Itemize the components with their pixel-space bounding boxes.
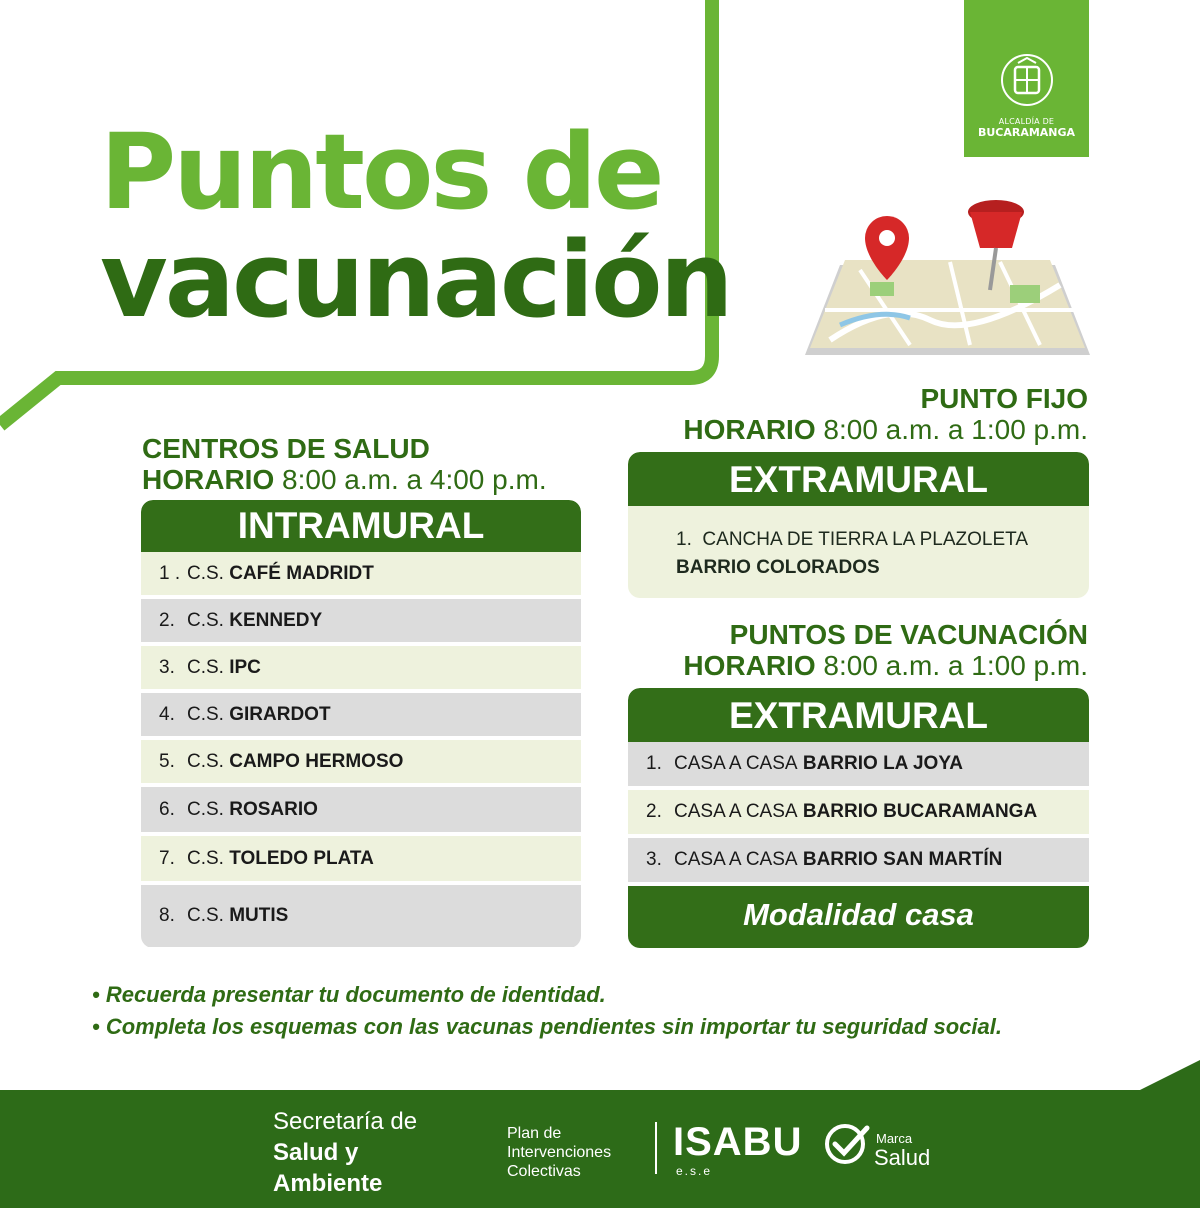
centros-header	[142, 433, 547, 495]
note-document: • Recuerda presentar tu documento de identidad.	[92, 982, 606, 1007]
horario-value: 8:00 a.m. a 1:00 p.m.	[823, 650, 1088, 681]
horario-value: 8:00 a.m. a 1:00 p.m.	[823, 414, 1088, 445]
casa-a-casa-title: EXTRAMURAL	[628, 688, 1089, 742]
centros-heading: CENTROS DE SALUD	[142, 433, 430, 464]
city-seal-icon	[1000, 53, 1054, 107]
list-item: 1. CASA A CASA BARRIO LA JOYA	[628, 742, 1089, 790]
plan-intervenciones-logo: Plan de Intervenciones Colectivas	[507, 1125, 612, 1180]
list-item: 5. C.S. CAMPO HERMOSO	[141, 740, 581, 787]
list-item: 3. C.S. IPC	[141, 646, 581, 693]
list-item: 2. C.S. KENNEDY	[141, 599, 581, 646]
punto-fijo-horario	[683, 414, 1088, 445]
horario-value: 8:00 a.m. a 4:00 p.m.	[282, 464, 547, 495]
checkmark-icon	[823, 1120, 873, 1168]
page-title	[100, 111, 731, 341]
horario-label: HORARIO	[683, 650, 816, 681]
punto-fijo-header	[683, 383, 1088, 445]
modalidad-label: Modalidad casa	[628, 886, 1089, 948]
list-item: 3. CASA A CASA BARRIO SAN MARTÍN	[628, 838, 1089, 886]
title-line-1: Puntos de	[100, 111, 662, 233]
list-item: 7. C.S. TOLEDO PLATA	[141, 836, 581, 885]
logo-big-text: BUCARAMANGA	[977, 126, 1076, 139]
alcaldia-logo	[964, 0, 1089, 157]
punto-fijo-heading: PUNTO FIJO	[920, 383, 1088, 414]
list-item: 8. C.S. MUTIS	[141, 885, 581, 947]
list-item: 6. C.S. ROSARIO	[141, 787, 581, 836]
map-illustration	[800, 190, 1095, 370]
footer-divider	[655, 1122, 657, 1174]
salud-label: Salud	[874, 1145, 931, 1170]
puntos-vacunacion-heading: PUNTOS DE VACUNACIÓN	[729, 619, 1088, 650]
horario-label: HORARIO	[142, 464, 275, 495]
punto-fijo-item: 1. CANCHA DE TIERRA LA PLAZOLETA BARRIO COLORADOS	[676, 529, 1028, 578]
list-item: 1 . C.S. CAFÉ MADRIDT	[141, 552, 581, 599]
puntos-vacunacion-header	[683, 619, 1088, 681]
centros-horario	[142, 464, 547, 495]
logo-small-text: ALCALDÍA DE	[998, 117, 1055, 126]
puntos-vacunacion-horario	[683, 650, 1088, 681]
intramural-panel	[141, 500, 581, 948]
horario-label: HORARIO	[683, 414, 816, 445]
punto-fijo-title: EXTRAMURAL	[628, 452, 1089, 506]
punto-fijo-panel	[628, 452, 1089, 598]
casa-a-casa-panel	[628, 688, 1089, 948]
marca-label: Marca	[876, 1131, 913, 1146]
title-line-2: vacunación	[100, 219, 731, 341]
footer	[0, 1090, 1200, 1208]
note-schemes: • Completa los esquemas con las vacunas pendientes sin importar tu seguridad social.	[92, 1014, 1002, 1039]
intramural-title: INTRAMURAL	[141, 500, 581, 552]
list-item: 2. CASA A CASA BARRIO BUCARAMANGA	[628, 790, 1089, 838]
isabu-logo: ISABU	[673, 1120, 803, 1164]
list-item: 4. C.S. GIRARDOT	[141, 693, 581, 740]
secretaria-logo: Secretaría de Salud y Ambiente	[273, 1108, 418, 1197]
isabu-ese: e.s.e	[676, 1164, 713, 1178]
